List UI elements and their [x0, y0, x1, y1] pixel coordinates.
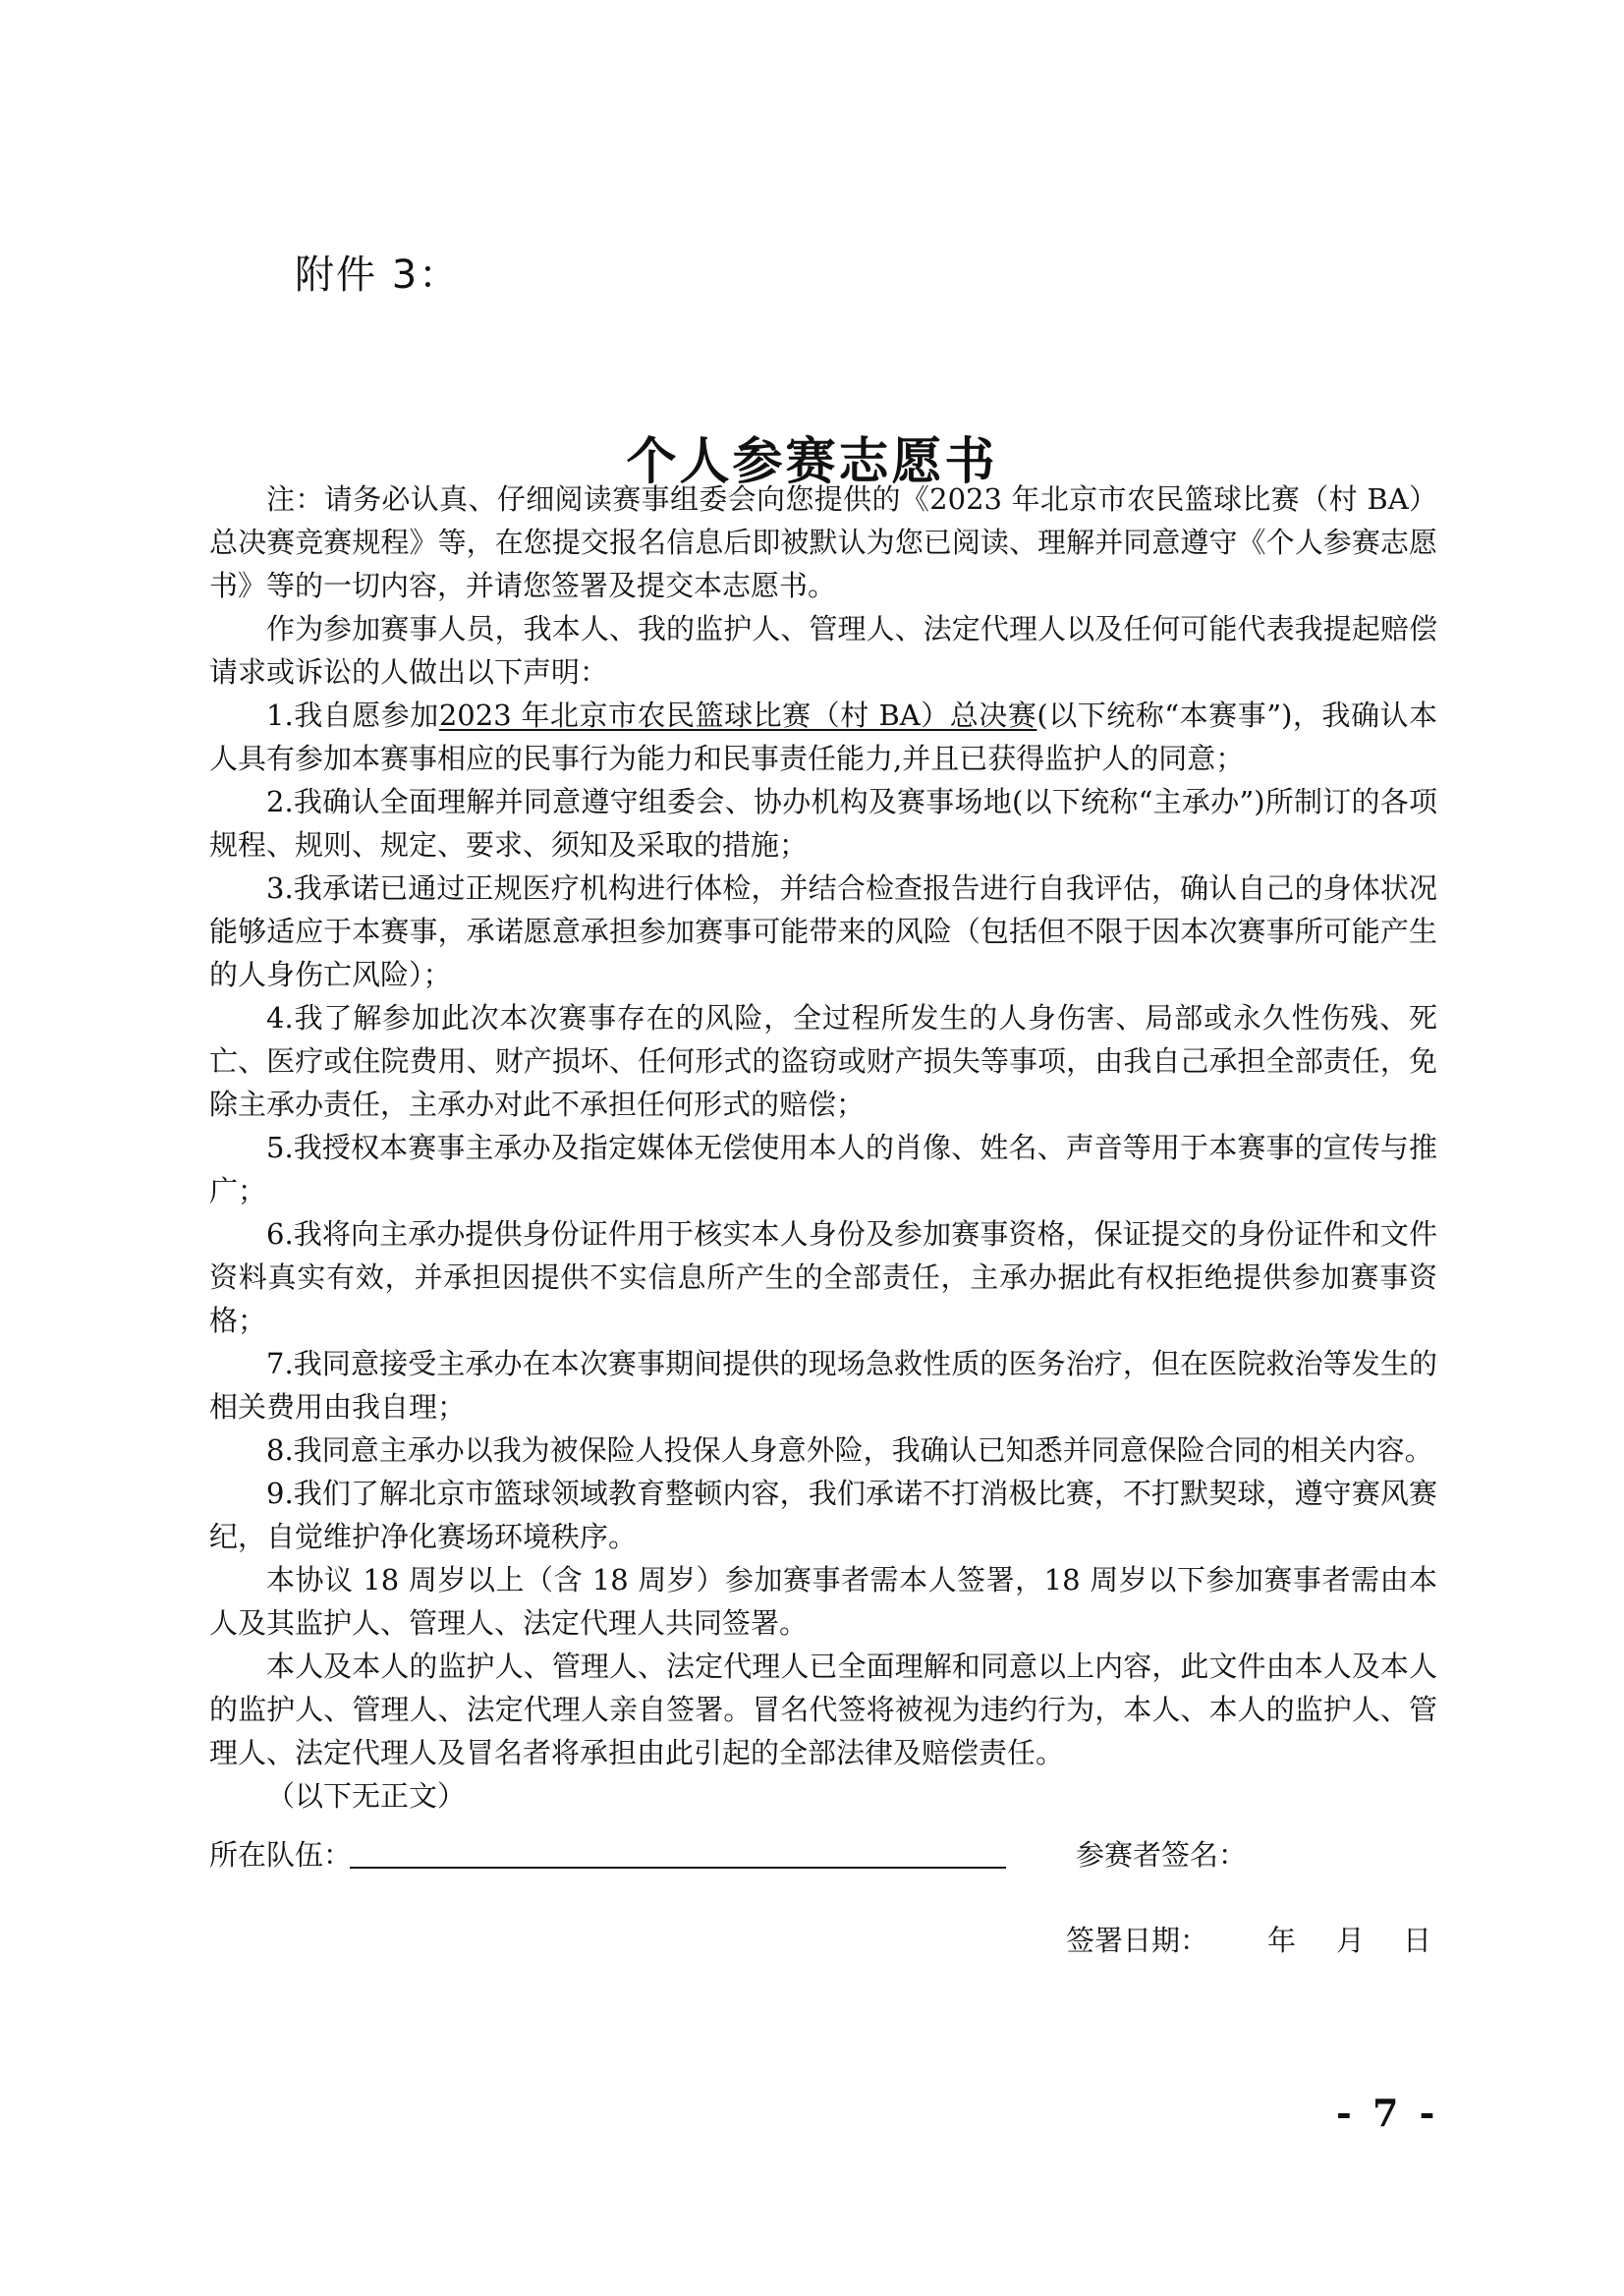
clause-1-suffix: (以下统称“本赛事”)，我确认本人具有参加本赛事相应的民事行为能力和民事责任能力,并且已获得监护人的同意； — [209, 699, 1438, 775]
clause-2: 2.我确认全面理解并同意遵守组委会、协办机构及赛事场地(以下统称“主承办”)所制订的各项规程、规则、规定、要求、须知及采取的措施； — [209, 785, 1437, 862]
signer-label: 参赛者签名： — [1076, 1838, 1248, 1872]
no-further-text: （以下无正文） — [266, 1779, 467, 1813]
date-month-label: 月 — [1336, 1924, 1366, 1957]
event-name-underlined: 2023 年北京市农民篮球比赛（村 BA）总决赛 — [438, 699, 1037, 732]
clause-3: 3.我承诺已通过正规医疗机构进行体检，并结合检查报告进行自我评估，确认自己的身体状况能够适应于本赛事，承诺愿意承担参加赛事可能带来的风险（包括但不限于因本次赛事所可能产生的人身伤亡风险）； — [209, 871, 1437, 991]
page-number: - 7 - — [1336, 2091, 1439, 2135]
document-title: 个人参赛志愿书 — [626, 432, 998, 491]
clause-6: 6.我将向主承办提供身份证件用于核实本人身份及参加赛事资格，保证提交的身份证件和文件资料真实有效，并承担因提供不实信息所产生的全部责任，主承办据此有权拒绝提供参加赛事资格； — [209, 1217, 1437, 1337]
notice-paragraph: 注：请务必认真、仔细阅读赛事组委会向您提供的《2023 年北京市农民篮球比赛（村 BA）总决赛竞赛规程》等，在您提交报名信息后即被默认为您已阅读、理解并同意遵守《个人参赛志愿书》等的一切内容，并请您签署及提交本志愿书。 — [209, 482, 1437, 602]
date-year-label: 年 — [1267, 1924, 1297, 1957]
declaration-intro: 作为参加赛事人员，我本人、我的监护人、管理人、法定代理人以及任何可能代表我提起赔偿请求或诉讼的人做出以下声明： — [209, 612, 1437, 689]
clause-4: 4.我了解参加此次本次赛事存在的风险，全过程所发生的人身伤害、局部或永久性伤残、死亡、医疗或住院费用、财产损坏、任何形式的盗窃或财产损失等事项，由我自己承担全部责任，免除主承办责任，主承办对此不承担任何形式的赔偿； — [209, 1001, 1437, 1121]
clause-8: 8.我同意主承办以我为被保险人投保人身意外险，我确认已知悉并同意保险合同的相关内容。 — [266, 1433, 1433, 1467]
team-input-line[interactable] — [350, 1867, 1006, 1869]
liability-paragraph: 本人及本人的监护人、管理人、法定代理人已全面理解和同意以上内容，此文件由本人及本人的监护人、管理人、法定代理人亲自签署。冒名代签将被视为违约行为，本人、本人的监护人、管理人、法定代理人及冒名者将承担由此引起的全部法律及赔偿责任。 — [209, 1650, 1437, 1769]
clause-1-prefix: 1.我自愿参加 — [266, 699, 439, 732]
clause-5: 5.我授权本赛事主承办及指定媒体无偿使用本人的肖像、姓名、声音等用于本赛事的宣传与推广； — [209, 1131, 1437, 1207]
document-body — [209, 477, 1437, 1818]
clause-7: 7.我同意接受主承办在本次赛事期间提供的现场急救性质的医务治疗，但在医院救治等发生的相关费用由我自理； — [209, 1347, 1437, 1424]
date-day-label: 日 — [1403, 1924, 1432, 1957]
clause-1 — [209, 694, 1437, 780]
clause-9: 9.我们了解北京市篮球领域教育整顿内容，我们承诺不打消极比赛，不打默契球，遵守赛风赛纪，自觉维护净化赛场环境秩序。 — [209, 1477, 1437, 1553]
sign-date-label: 签署日期： — [1066, 1924, 1209, 1957]
team-label: 所在队伍： — [209, 1838, 353, 1872]
attachment-label: 附件 3： — [295, 252, 461, 298]
age-requirement-paragraph: 本协议 18 周岁以上（含 18 周岁）参加赛事者需本人签署，18 周岁以下参加赛事者需由本人及其监护人、管理人、法定代理人共同签署。 — [209, 1563, 1437, 1640]
